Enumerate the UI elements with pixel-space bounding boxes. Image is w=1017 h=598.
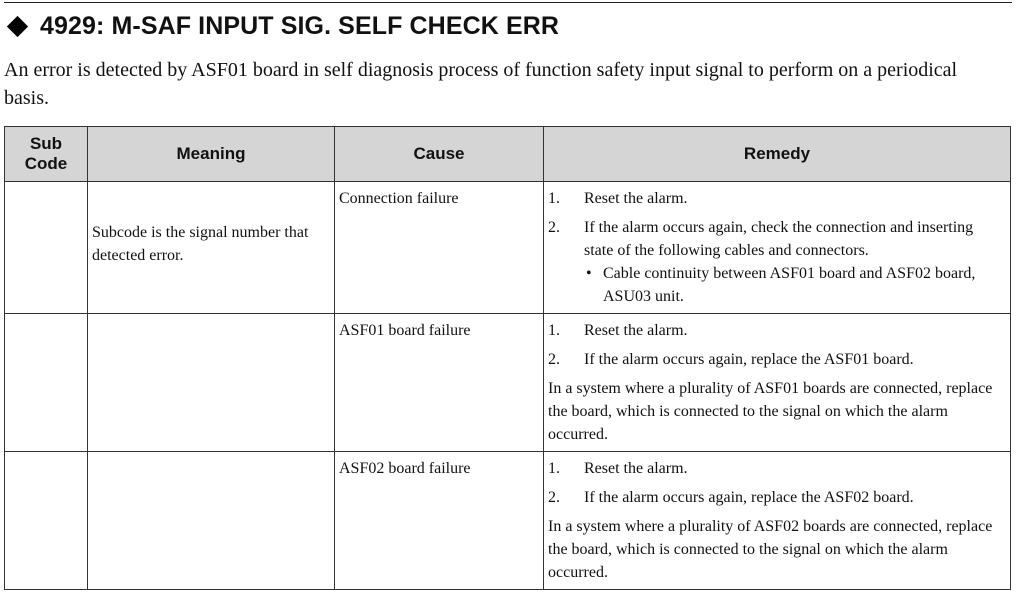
remedy-step: 1. Reset the alarm. xyxy=(548,460,688,477)
bullet-icon: • xyxy=(586,265,592,282)
header-sub-code: Sub Code xyxy=(5,127,88,182)
table-row xyxy=(5,182,1011,314)
remedy-cell xyxy=(544,182,1011,314)
alarm-heading xyxy=(4,10,559,42)
cause-cell: ASF02 board failure xyxy=(335,452,544,590)
table-row xyxy=(5,314,1011,452)
remedy-cell xyxy=(544,452,1011,590)
cause-cell: Connection failure xyxy=(335,182,544,314)
meaning-cell xyxy=(88,314,335,452)
header-cause: Cause xyxy=(335,127,544,182)
alarm-table xyxy=(4,126,1011,590)
remedy-step: 2. If the alarm occurs again, check the connection and inserting state of the following cables and connectors. xyxy=(548,219,974,259)
cause-cell: ASF01 board failure xyxy=(335,314,544,452)
header-remedy: Remedy xyxy=(544,127,1011,182)
remedy-step: 1. Reset the alarm. xyxy=(548,322,688,339)
remedy-note: In a system where a plurality of ASF01 boards are connected, replace the board, which is connected to the signal on which the alarm occurred. xyxy=(548,380,993,443)
remedy-bullet: • Cable continuity between ASF01 board and ASF02 board, ASU03 unit. xyxy=(584,262,1006,308)
header-meaning: Meaning xyxy=(88,127,335,182)
remedy-step: 1. Reset the alarm. xyxy=(548,190,688,207)
meaning-cell xyxy=(88,452,335,590)
meaning-cell: Subcode is the signal number that detected error. xyxy=(88,182,335,314)
top-rule xyxy=(4,2,1012,3)
table-row xyxy=(5,452,1011,590)
remedy-cell xyxy=(544,314,1011,452)
sub-code-cell xyxy=(5,182,88,314)
remedy-step: 2. If the alarm occurs again, replace the ASF02 board. xyxy=(548,489,914,506)
alarm-description: An error is detected by ASF01 board in self diagnosis process of function safety input signal to perform on a periodical basis. xyxy=(4,59,958,109)
remedy-note: In a system where a plurality of ASF02 boards are connected, replace the board, which is connected to the signal on which the alarm occurred. xyxy=(548,518,993,581)
diamond-icon xyxy=(7,15,28,36)
table-header-row xyxy=(5,127,1011,182)
sub-code-cell xyxy=(5,452,88,590)
sub-code-cell xyxy=(5,314,88,452)
alarm-title: 4929: M-SAF INPUT SIG. SELF CHECK ERR xyxy=(40,11,560,40)
remedy-step: 2. If the alarm occurs again, replace the ASF01 board. xyxy=(548,351,914,368)
